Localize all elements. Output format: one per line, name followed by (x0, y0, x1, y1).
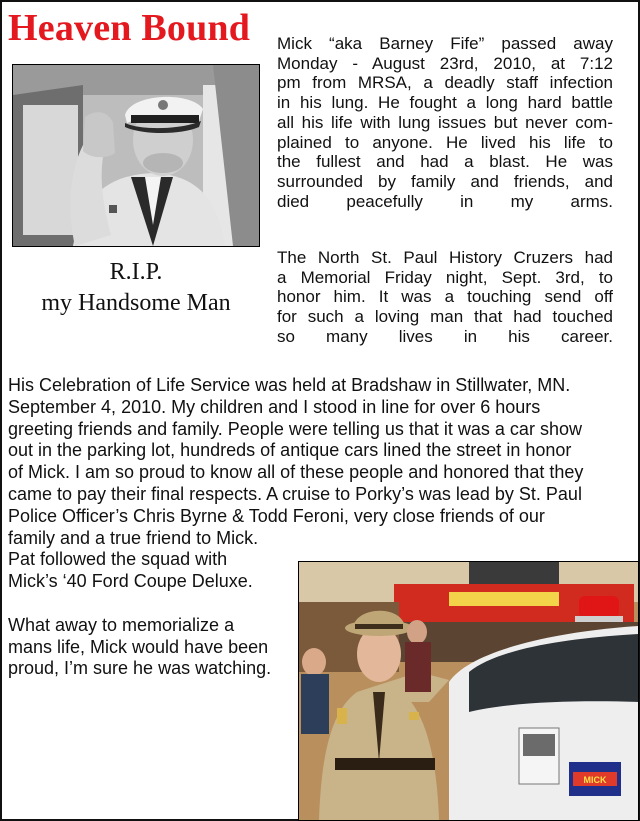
man-in-police-uniform-by-car-photo (299, 562, 638, 820)
photo-man-by-police-car (298, 561, 639, 821)
text-line: of Mick. I am so proud to know all of these people and honored that they (8, 462, 584, 483)
text-line: so many lives in his career. (277, 326, 613, 346)
text-line: honor him. It was a touching send off (277, 287, 613, 307)
photo-man-saluting (12, 64, 260, 247)
text-line: in his lung. He fought a long hard battle (277, 93, 613, 113)
text-line: all his life with lung issues but never com- (277, 112, 613, 132)
text-line: out in the parking lot, hundreds of antique cars lined the street in honor (8, 440, 572, 461)
text-line: died peacefully in my arms. (277, 191, 613, 211)
text-line: What away to memorialize a (8, 614, 235, 635)
text-line: Monday - August 23rd, 2010, at 7:12 (277, 53, 613, 73)
man-saluting-in-car-photo (13, 65, 259, 246)
text-line: mans life, Mick would have been (8, 636, 269, 657)
text-line: Mick’s ‘40 Ford Coupe Deluxe. (8, 571, 253, 592)
license-plate: MICK (583, 775, 607, 785)
text-line: His Celebration of Life Service was held at Bradshaw in Stillwater, MN. (8, 375, 571, 395)
paragraph-memorial (277, 248, 613, 347)
text-line: surrounded by family and friends, and (277, 171, 613, 191)
rip-caption (8, 257, 264, 319)
rip-caption-line1: R.I.P. (109, 259, 163, 285)
page-title: Heaven Bound (8, 7, 251, 49)
text-line: September 4, 2010. My children and I stood in line for over 6 hours (8, 396, 541, 417)
text-line: greeting friends and family. People were telling us that it was a car show (8, 418, 582, 439)
text-line: came to pay their final respects. A cruise to Porky’s was lead by St. Paul (8, 483, 582, 504)
text-line: for such a loving man that had touched (277, 307, 613, 327)
text-line: plained to anyone. He lived his life to (277, 132, 613, 152)
text-line: Police Officer’s Chris Byrne & Todd Feroni, very close friends of our (8, 505, 545, 526)
text-line: Pat followed the squad with (8, 549, 228, 570)
text-line: a Memorial Friday night, Sept. 3rd, to (277, 267, 613, 287)
text-line: family and a true friend to Mick. (8, 527, 259, 548)
rip-caption-line2: my Handsome Man (41, 290, 231, 316)
paragraph-passing (277, 34, 613, 211)
text-line: the fullest and had a blast. He was (277, 152, 613, 172)
text-line: proud, I’m sure he was watching. (8, 658, 272, 679)
text-line: Mick “aka Barney Fife” passed away (277, 34, 613, 53)
text-line: The North St. Paul History Cruzers had (277, 248, 613, 267)
text-line: pm from MRSA, a deadly staff infection (277, 73, 613, 93)
